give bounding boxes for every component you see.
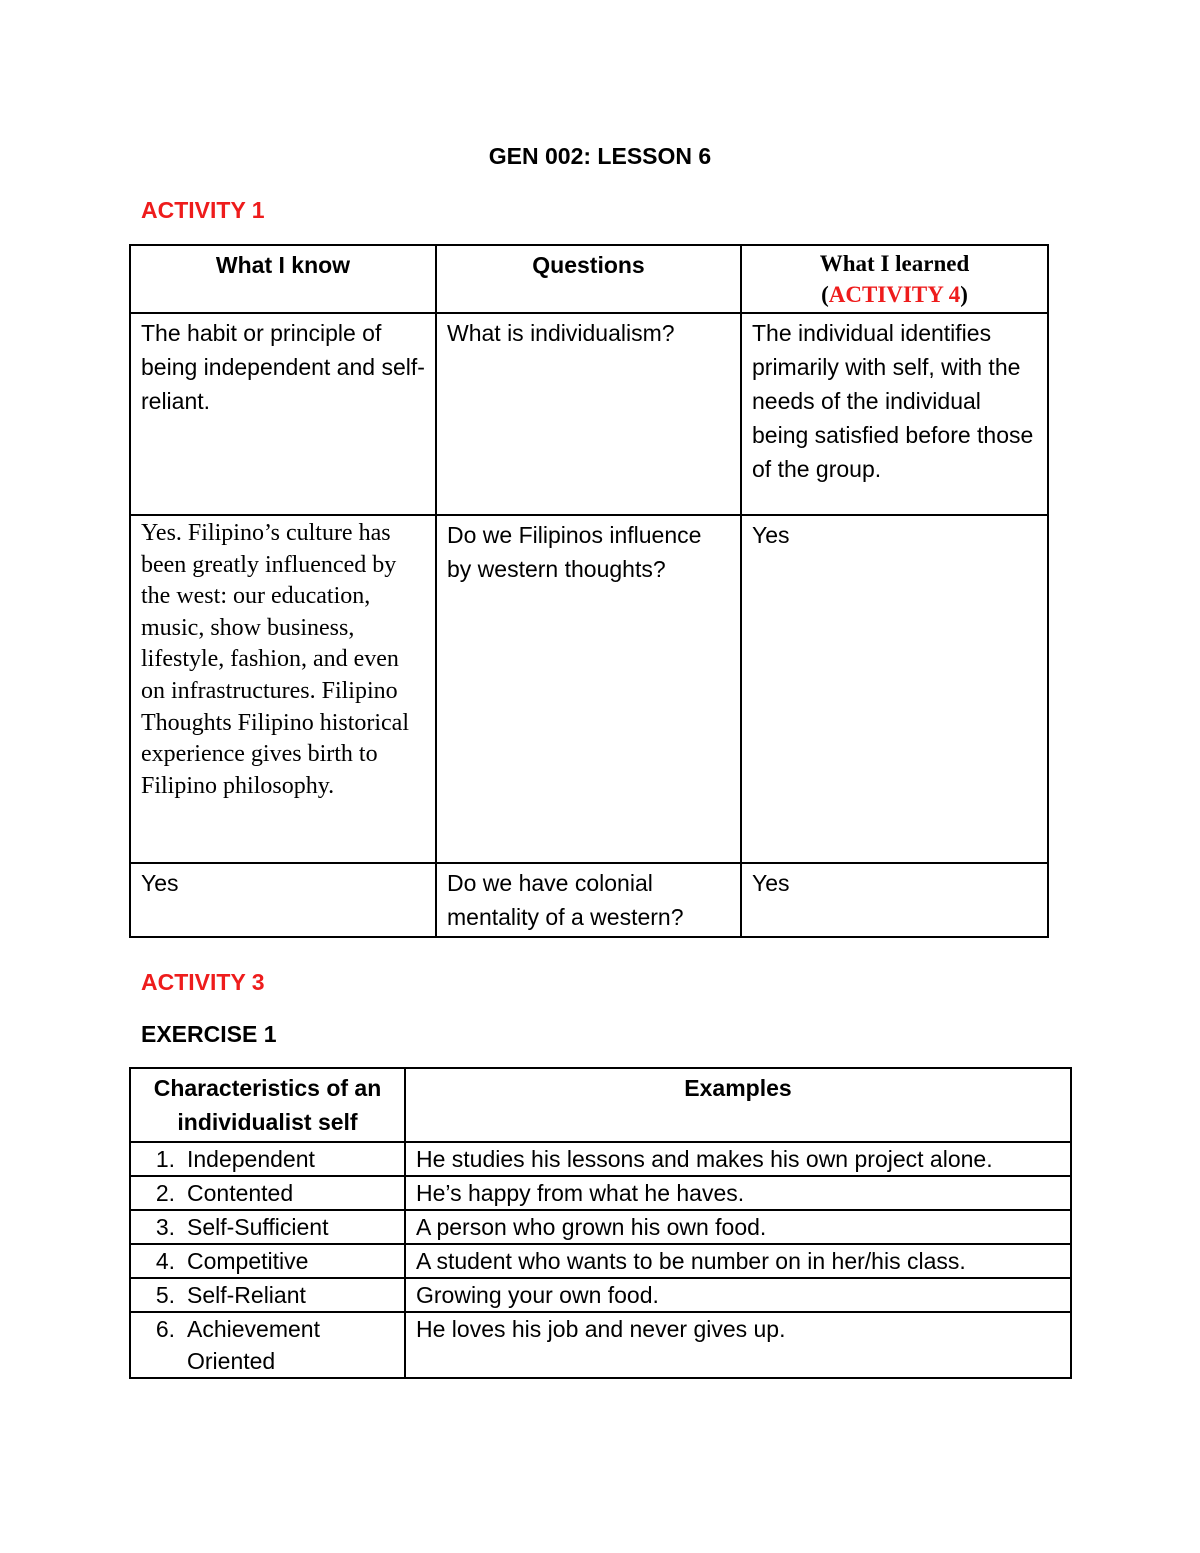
cell-question: Do we have colonial mentality of a western? [436,863,741,937]
cell-characteristic [130,1142,405,1176]
cell-characteristic [130,1312,405,1378]
cell-characteristic [130,1278,405,1312]
cell-learned: The individual identifies primarily with self, with the needs of the individual being satisfied before those of the group. [741,313,1048,515]
table-row [130,1210,1071,1244]
item-number: 1. [155,1146,175,1172]
table-row [130,1312,1071,1378]
header-examples: Examples [405,1068,1071,1142]
cell-learned: Yes [741,515,1048,863]
item-number: 5. [155,1282,175,1308]
cell-example: He studies his lessons and makes his own project alone. [405,1142,1071,1176]
cell-characteristic [130,1244,405,1278]
table-row [130,1278,1071,1312]
header-learned-label: What I learned [819,251,970,276]
exercise-1-heading: EXERCISE 1 [141,1021,277,1047]
cell-know: Yes. Filipino’s culture has been greatly influenced by the west: our education, music, show business, lifestyle, fashion, and even on infrastructures. Filipino Thoughts Filipino historical experience gives birth to Filipino philosophy. [130,515,436,863]
characteristic-text: Contented [187,1180,294,1206]
header-learned-close: ) [960,282,968,307]
exercise-1-table [129,1067,1072,1379]
activity-3-heading: ACTIVITY 3 [141,969,265,995]
header-questions: Questions [436,245,741,313]
header-learned-open: ( [821,282,829,307]
table-row [130,1244,1071,1278]
table-row [130,1176,1071,1210]
cell-characteristic [130,1176,405,1210]
characteristic-text: Achievement Oriented [187,1316,320,1374]
cell-example: He loves his job and never gives up. [405,1312,1071,1378]
characteristic-text: Self-Reliant [187,1282,306,1308]
cell-know: The habit or principle of being independent and self-reliant. [130,313,436,515]
cell-question: What is individualism? [436,313,741,515]
characteristic-text: Independent [187,1146,315,1172]
cell-characteristic [130,1210,405,1244]
item-number: 4. [155,1248,175,1274]
header-what-i-learned [741,245,1048,313]
cell-question: Do we Filipinos influence by western thoughts? [436,515,741,863]
table-row [130,863,1048,937]
cell-example: A person who grown his own food. [405,1210,1071,1244]
item-number: 2. [155,1180,175,1206]
cell-know: Yes [130,863,436,937]
cell-example: A student who wants to be number on in her/his class. [405,1244,1071,1278]
header-learned-activity: ACTIVITY 4 [828,282,961,307]
activity-1-heading: ACTIVITY 1 [141,197,265,223]
header-what-i-know: What I know [130,245,436,313]
item-number: 3. [155,1214,175,1240]
header-characteristics: Characteristics of an individualist self [130,1068,405,1142]
table-row [130,515,1048,863]
cell-example: Growing your own food. [405,1278,1071,1312]
cell-learned: Yes [741,863,1048,937]
characteristic-text: Self-Sufficient [187,1214,329,1240]
table-row [130,313,1048,515]
activity-1-table [129,244,1049,938]
page-title: GEN 002: LESSON 6 [488,143,712,169]
item-number: 6. [155,1316,175,1342]
table-header-row [130,245,1048,313]
table-header-row [130,1068,1071,1142]
table-row [130,1142,1071,1176]
cell-example: He’s happy from what he haves. [405,1176,1071,1210]
characteristic-text: Competitive [187,1248,309,1274]
